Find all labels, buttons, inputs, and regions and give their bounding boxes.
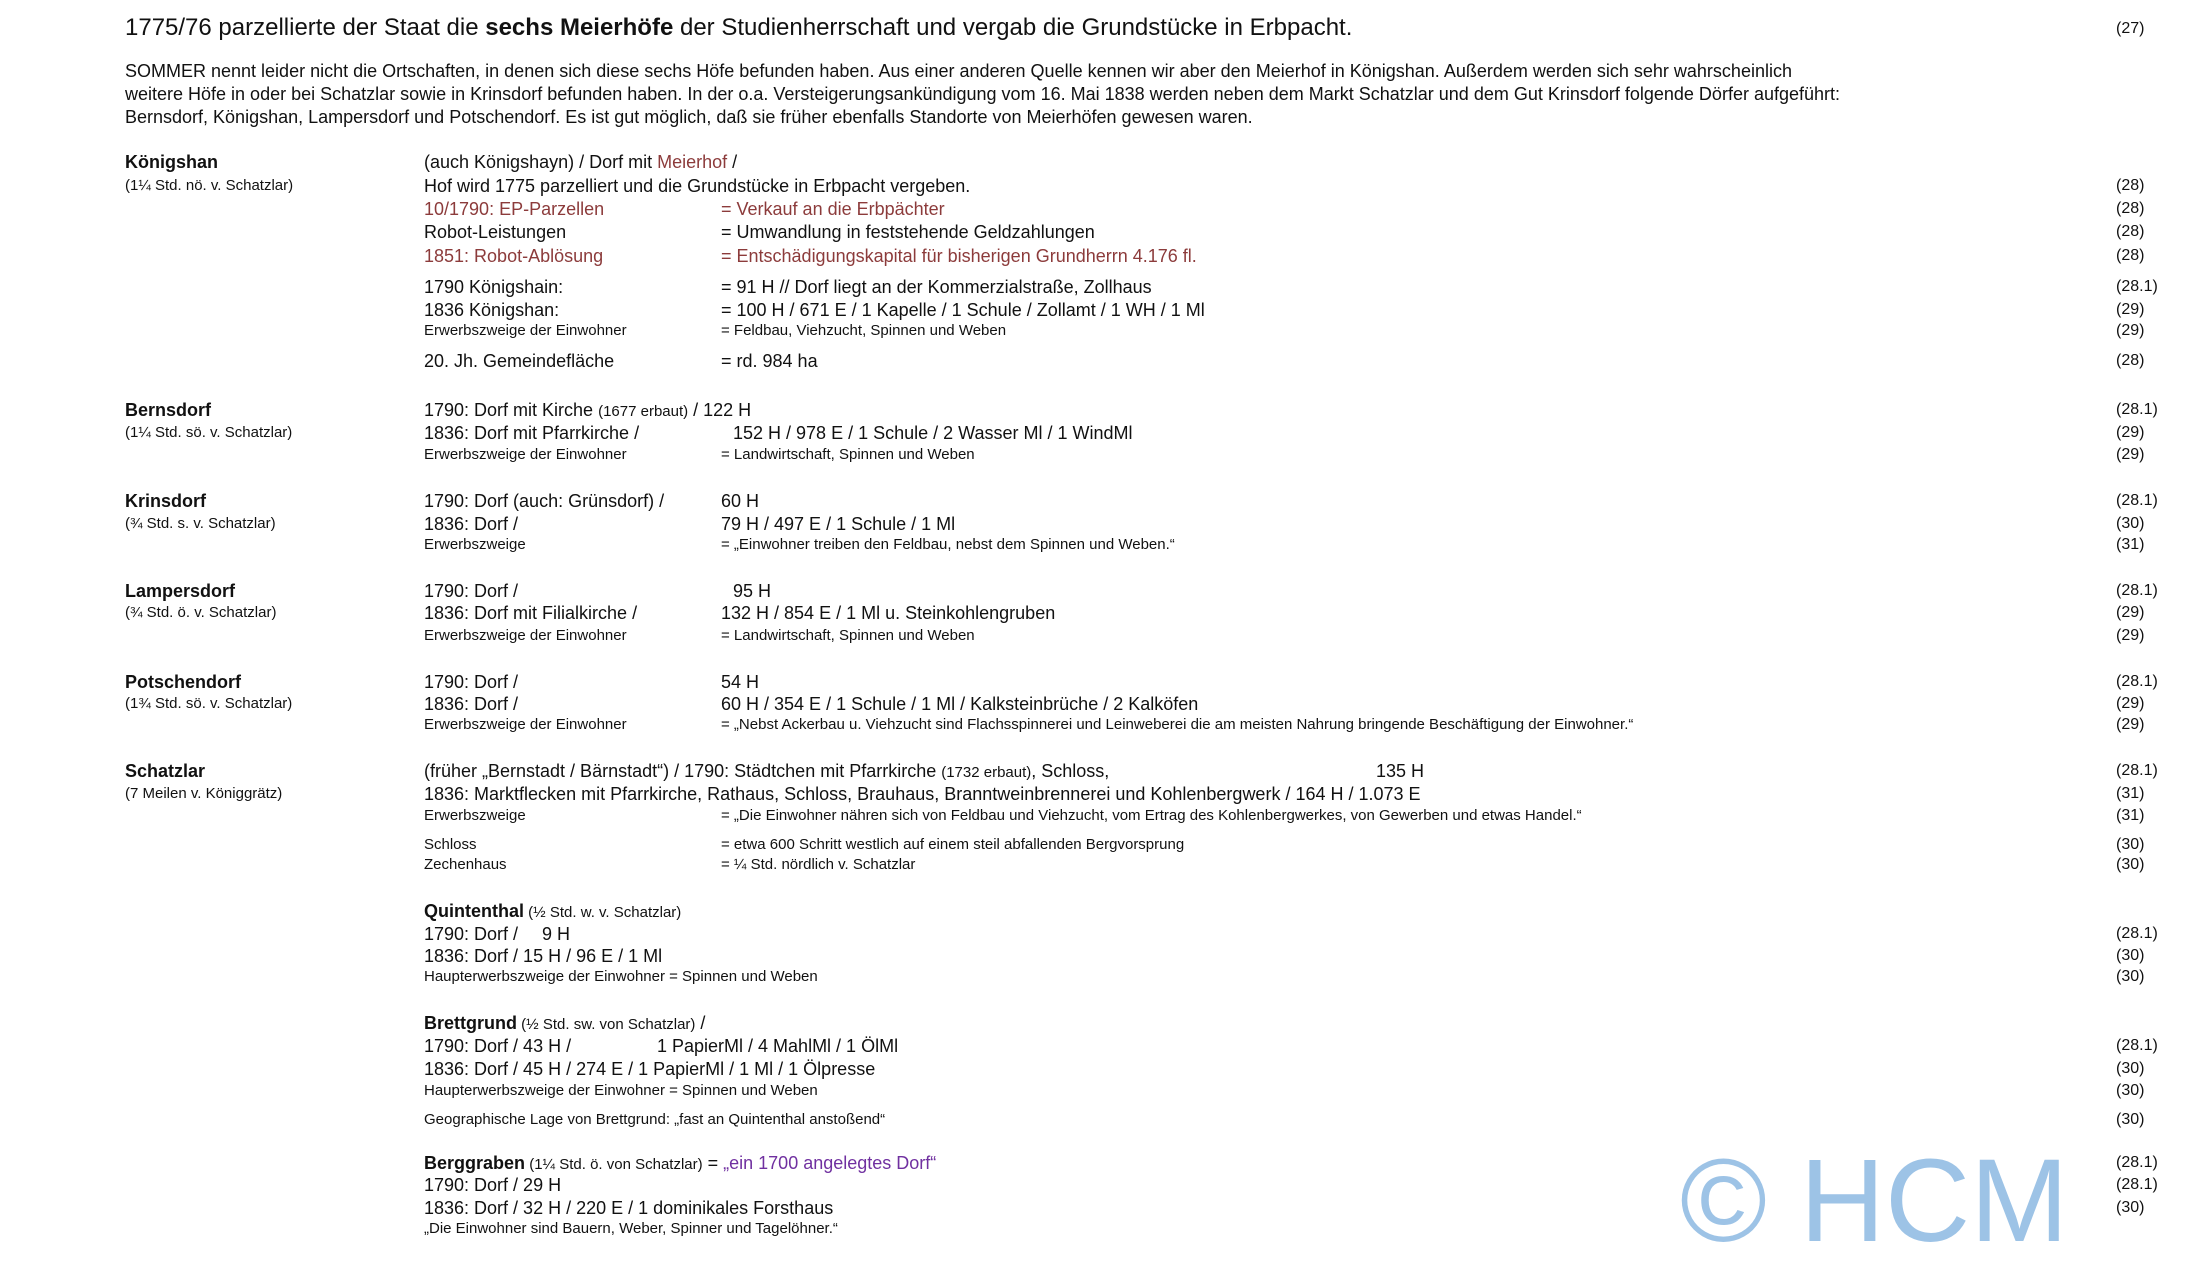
entry-value: 1 PapierMl / 4 MahlMl / 1 ÖlMl	[657, 1036, 899, 1056]
subplace-heading: Brettgrund (½ Std. sw. von Schatzlar) /	[424, 1013, 706, 1033]
entry-label: 1790: Dorf / 43 H /	[424, 1036, 572, 1056]
entry-value: = Landwirtschaft, Spinnen und Weben	[721, 627, 975, 644]
koenigshan-row	[0, 199, 2206, 221]
place-name: Lampersdorf	[125, 581, 236, 601]
schatzlar-row	[0, 784, 2206, 806]
quintenthal-row	[0, 924, 2206, 946]
place-distance: (1¾ Std. sö. v. Schatzlar)	[125, 695, 293, 712]
place-name: Krinsdorf	[125, 491, 206, 511]
entry-label: 1836: Dorf /	[424, 694, 519, 714]
quintenthal-row	[0, 946, 2206, 968]
entry: 1836: Marktflecken mit Pfarrkirche, Rathaus, Schloss, Brauhaus, Branntweinbrennerei und Kohlenbergwerk / 164 H / 1.073 E	[424, 784, 1421, 804]
intro-line: weitere Höfe in oder bei Schatzlar sowie in Krinsdorf befunden haben. In der o.a. Versteigerungsankündigung vom 16. Mai 1838 werden neben dem Markt Schatzlar und dem Gut Krinsdorf folgende Dörfer aufgeführt:	[125, 84, 1841, 104]
potschendorf-row	[0, 694, 2206, 716]
entry-value: 132 H / 854 E / 1 Ml u. Steinkohlengruben	[721, 603, 1056, 623]
place-distance: (¾ Std. s. v. Schatzlar)	[125, 515, 276, 532]
schatzlar-row	[0, 806, 2206, 828]
entry: Haupterwerbszweige der Einwohner = Spinnen und Weben	[424, 968, 818, 985]
reference: (28)	[2116, 200, 2145, 217]
entry-label: 1851: Robot-Ablösung	[424, 246, 604, 266]
reference: (30)	[2116, 968, 2145, 985]
copyright-watermark: © HCM	[1680, 1135, 2069, 1267]
reference: (29)	[2116, 695, 2145, 712]
entry-value: 135 H	[1376, 761, 1425, 781]
potschendorf-row	[0, 715, 2206, 737]
quintenthal-row	[0, 901, 2206, 923]
entry-label: Schloss	[424, 836, 477, 853]
reference: (28)	[2116, 352, 2145, 369]
reference: (28.1)	[2116, 762, 2158, 779]
reference: (30)	[2116, 1199, 2145, 1216]
entry-label: 20. Jh. Gemeindefläche	[424, 351, 615, 371]
brettgrund-row	[0, 1110, 2206, 1132]
entry-label: Robot-Leistungen	[424, 222, 567, 242]
koenigshan-row	[0, 152, 2206, 174]
entry-label: 1836: Dorf mit Pfarrkirche /	[424, 423, 640, 443]
brettgrund-row	[0, 1013, 2206, 1035]
entry-value: = Umwandlung in feststehende Geldzahlungen	[721, 222, 1095, 242]
reference: (29)	[2116, 627, 2145, 644]
entry-value: = Landwirtschaft, Spinnen und Weben	[721, 446, 975, 463]
entry-value: = „Nebst Ackerbau u. Viehzucht sind Flachsspinnerei und Leinweberei die am meisten Nahrung bringende Beschäftigung der Einwohner.“	[721, 716, 1634, 733]
reference: (31)	[2116, 536, 2145, 553]
entry-value: = 91 H // Dorf liegt an der Kommerzialstraße, Zollhaus	[721, 277, 1152, 297]
entry-value: = 100 H / 671 E / 1 Kapelle / 1 Schule / Zollamt / 1 WH / 1 Ml	[721, 300, 1205, 320]
reference: (28.1)	[2116, 582, 2158, 599]
entry-label: 1790: Dorf /	[424, 672, 519, 692]
subplace-heading: Berggraben (1¼ Std. ö. von Schatzlar) = „ein 1700 angelegtes Dorf“	[424, 1153, 937, 1173]
reference: (29)	[2116, 446, 2145, 463]
brettgrund-row	[0, 1081, 2206, 1103]
reference: (30)	[2116, 1111, 2145, 1128]
koenigshan-row	[0, 351, 2206, 373]
entry-value: = rd. 984 ha	[721, 351, 818, 371]
entry-value: = etwa 600 Schritt westlich auf einem steil abfallenden Bergvorsprung	[721, 836, 1185, 853]
entry: 1836: Dorf / 45 H / 274 E / 1 PapierMl / 1 Ml / 1 Ölpresse	[424, 1059, 876, 1079]
schatzlar-row	[0, 855, 2206, 877]
koenigshan-row	[0, 222, 2206, 244]
reference: (29)	[2116, 322, 2145, 339]
entry-label: Erwerbszweige der Einwohner	[424, 322, 627, 339]
entry-label: 1836: Dorf mit Filialkirche /	[424, 603, 638, 623]
reference: (28.1)	[2116, 673, 2158, 690]
intro-line: SOMMER nennt leider nicht die Ortschaften, in denen sich diese sechs Höfe befunden haben. Aus einer anderen Quelle kennen wir aber den Meierhof in Königshan. Außerdem werden sich sehr wahrscheinlich	[125, 61, 1792, 81]
reference: (27)	[2116, 20, 2145, 37]
lampersdorf-row	[0, 603, 2206, 625]
place-name: Potschendorf	[125, 672, 242, 692]
entry-value: 9 H	[542, 924, 571, 944]
entry-label: 1790: Dorf /	[424, 581, 519, 601]
koenigshan-row	[0, 176, 2206, 198]
potschendorf-row	[0, 672, 2206, 694]
reference: (28.1)	[2116, 278, 2158, 295]
reference: (30)	[2116, 856, 2145, 873]
brettgrund-row	[0, 1059, 2206, 1081]
lampersdorf-row	[0, 581, 2206, 603]
reference: (28.1)	[2116, 925, 2158, 942]
krinsdorf-row	[0, 491, 2206, 513]
krinsdorf-row	[0, 514, 2206, 536]
entry-label: Erwerbszweige der Einwohner	[424, 716, 627, 733]
entry-value: = Entschädigungskapital für bisherigen Grundherrn 4.176 fl.	[721, 246, 1197, 266]
entry: „Die Einwohner sind Bauern, Weber, Spinner und Tagelöhner.“	[424, 1220, 838, 1237]
entry-value: 60 H / 354 E / 1 Schule / 1 Ml / Kalksteinbrüche / 2 Kalköfen	[721, 694, 1199, 714]
reference: (28)	[2116, 223, 2145, 240]
entry-value: 152 H / 978 E / 1 Schule / 2 Wasser Ml / 1 WindMl	[733, 423, 1133, 443]
entry-value: 54 H	[721, 672, 760, 692]
entry: Hof wird 1775 parzelliert und die Grundstücke in Erbpacht vergeben.	[424, 176, 971, 196]
place-distance: (7 Meilen v. Königgrätz)	[125, 785, 283, 802]
reference: (28.1)	[2116, 492, 2158, 509]
entry-label: 1790: Dorf (auch: Grünsdorf) /	[424, 491, 665, 511]
reference: (30)	[2116, 1060, 2145, 1077]
reference: (28.1)	[2116, 401, 2158, 418]
reference: (28.1)	[2116, 1176, 2158, 1193]
entry-label: Erwerbszweige der Einwohner	[424, 446, 627, 463]
entry-label: 10/1790: EP-Parzellen	[424, 199, 605, 219]
reference: (30)	[2116, 1082, 2145, 1099]
koenigshan-row	[0, 300, 2206, 322]
entry-value: 95 H	[733, 581, 772, 601]
place-name: Schatzlar	[125, 761, 206, 781]
schatzlar-row	[0, 761, 2206, 783]
entry: (früher „Bernstadt / Bärnstadt“) / 1790: Städtchen mit Pfarrkirche (1732 erbaut), Schloss,	[424, 761, 1110, 781]
bernsdorf-row	[0, 445, 2206, 467]
reference: (28)	[2116, 247, 2145, 264]
entry: 1790: Dorf mit Kirche (1677 erbaut) / 122 H	[424, 400, 752, 420]
bernsdorf-row	[0, 400, 2206, 422]
entry-label: Erwerbszweige	[424, 536, 526, 553]
reference: (28.1)	[2116, 1037, 2158, 1054]
krinsdorf-row	[0, 535, 2206, 557]
entry-label: Zechenhaus	[424, 856, 507, 873]
place-distance: (1¼ Std. nö. v. Schatzlar)	[125, 177, 294, 194]
place-distance: (1¼ Std. sö. v. Schatzlar)	[125, 424, 293, 441]
intro-line: Bernsdorf, Königshan, Lampersdorf und Potschendorf. Es ist gut möglich, daß sie früher ebenfalls Standorte von Meierhöfen gewesen waren.	[125, 107, 1253, 127]
entry-value: = Feldbau, Viehzucht, Spinnen und Weben	[721, 322, 1007, 339]
entry: Geographische Lage von Brettgrund: „fast an Quintenthal anstoßend“	[424, 1111, 886, 1128]
entry-value: = „Einwohner treiben den Feldbau, nebst dem Spinnen und Weben.“	[721, 536, 1175, 553]
reference: (30)	[2116, 947, 2145, 964]
entry-label: 1790: Dorf /	[424, 924, 519, 944]
entry-label: 1836: Dorf /	[424, 514, 519, 534]
entry-value: 79 H / 497 E / 1 Schule / 1 Ml	[721, 514, 956, 534]
place-name: Königshan	[125, 152, 218, 172]
reference: (28)	[2116, 177, 2145, 194]
entry-label: 1790 Königshain:	[424, 277, 564, 297]
entry: Haupterwerbszweige der Einwohner = Spinnen und Weben	[424, 1082, 818, 1099]
reference: (28.1)	[2116, 1154, 2158, 1171]
place-distance: (¾ Std. ö. v. Schatzlar)	[125, 604, 277, 621]
reference: (29)	[2116, 301, 2145, 318]
entry: 1836: Dorf / 15 H / 96 E / 1 Ml	[424, 946, 663, 966]
entry-label: 1836 Königshan:	[424, 300, 560, 320]
koenigshan-row	[0, 246, 2206, 268]
reference: (29)	[2116, 424, 2145, 441]
reference: (31)	[2116, 785, 2145, 802]
schatzlar-row	[0, 835, 2206, 857]
entry-label: Erwerbszweige	[424, 807, 526, 824]
entry-value: = Verkauf an die Erbpächter	[721, 199, 945, 219]
heading-bold: sechs Meierhöfe	[485, 14, 674, 41]
subplace-heading: Quintenthal (½ Std. w. v. Schatzlar)	[424, 901, 682, 921]
entry-value: 60 H	[721, 491, 760, 511]
koenigshan-row	[0, 277, 2206, 299]
quintenthal-row	[0, 967, 2206, 989]
entry-value: = „Die Einwohner nähren sich von Feldbau und Viehzucht, vom Ertrag des Kohlenbergwerkes, von Gewerben und etwas Handel.“	[721, 807, 1582, 824]
entry: 1836: Dorf / 32 H / 220 E / 1 dominikales Forsthaus	[424, 1198, 834, 1218]
entry: (auch Königshayn) / Dorf mit Meierhof /	[424, 152, 738, 172]
koenigshan-row	[0, 321, 2206, 343]
reference: (30)	[2116, 515, 2145, 532]
entry-value: = ¼ Std. nördlich v. Schatzlar	[721, 856, 916, 873]
reference: (30)	[2116, 836, 2145, 853]
entry: 1790: Dorf / 29 H	[424, 1175, 562, 1195]
reference: (29)	[2116, 716, 2145, 733]
entry-label: Erwerbszweige der Einwohner	[424, 627, 627, 644]
lampersdorf-row	[0, 626, 2206, 648]
bernsdorf-row	[0, 423, 2206, 445]
brettgrund-row	[0, 1036, 2206, 1058]
place-name: Bernsdorf	[125, 400, 212, 420]
page-heading: 1775/76 parzellierte der Staat die sechs Meierhöfe der Studienherrschaft und vergab die Grundstücke in Erbpacht.	[125, 14, 1353, 41]
reference: (31)	[2116, 807, 2145, 824]
reference: (29)	[2116, 604, 2145, 621]
